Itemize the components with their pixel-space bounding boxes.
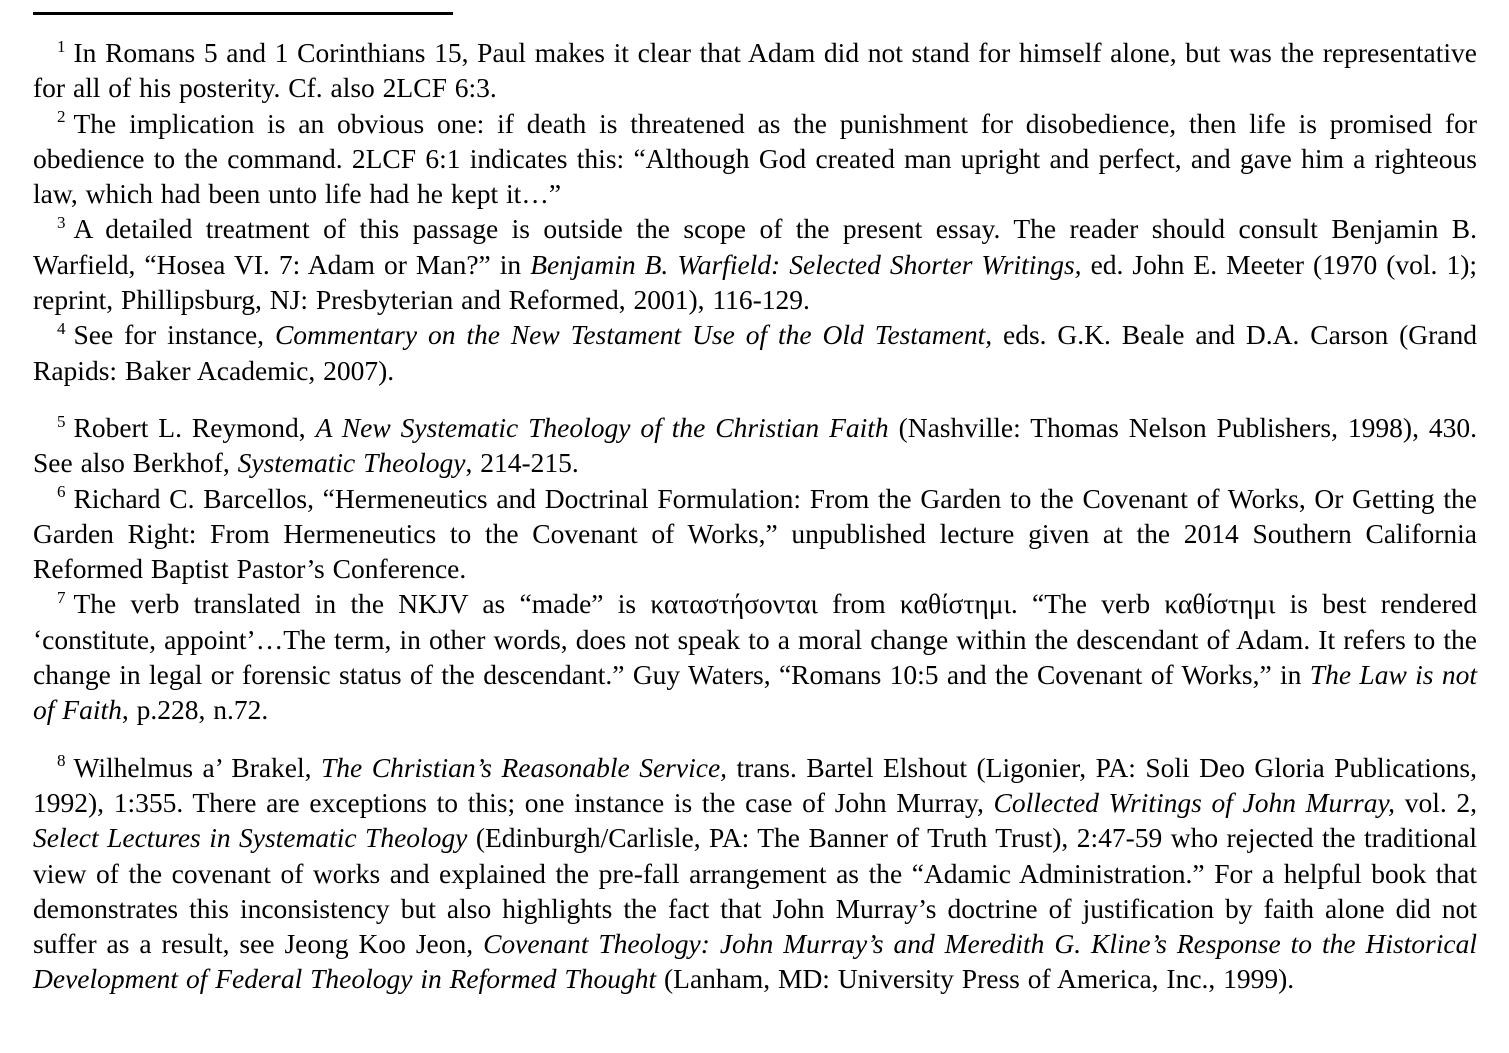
footnote-text: trans. Bartel Elshout (Ligonier, PA: Soli Deo Gloria Publications, 1992), 1:355. There are exceptions to this; one instance is the case of John Murray, [33, 751, 1478, 818]
citation-title: Covenant Theology: John Murray’s and Meredith G. Kline’s Response to the Historical Development of Federal Theology in Reformed Thought [33, 928, 1477, 995]
footnote-4 [33, 317, 1477, 388]
citation-title: Benjamin B. Warfield: Selected Shorter Writings, [530, 248, 1082, 280]
footnote-8 [33, 750, 1477, 997]
footnote-text: (Nashville: Thomas Nelson Publishers, 1998), 430. See also Berkhof, [33, 411, 1477, 479]
footnote-text: ed. John E. Meeter (1970 (vol. 1); reprint, Phillipsburg, NJ: Presbyterian and Reformed, 2001), 116-129. [33, 248, 1477, 316]
footnote-text: Richard C. Barcellos, “Hermeneutics and Doctrinal Formulation: From the Garden to the Covenant of Works, Or Getting the Garden Right: From Hermeneutics to the Covenant of Works,” unpublished lecture given at the 2014 Southern California Reformed Baptist Pastor’s Conference. [33, 482, 1477, 585]
footnote-number: 5 [57, 411, 66, 431]
footnote-number: 2 [57, 107, 66, 127]
footnote-number: 1 [57, 36, 66, 56]
footnote-text: See for instance, [73, 319, 275, 351]
footnote-text: In Romans 5 and 1 Corinthians 15, Paul makes it clear that Adam did not stand for himself alone, but was the representative for all of his posterity. Cf. also 2LCF 6:3. [33, 37, 1477, 104]
footnote-number: 4 [57, 319, 66, 339]
footnote-separator-rule [33, 12, 453, 15]
footnote-text: (Lanham, MD: University Press of America, Inc., 1999). [656, 963, 1295, 995]
footnote-number: 7 [57, 588, 66, 608]
citation-title: Systematic Theology [237, 447, 466, 479]
citation-title: The Law is not of Faith [33, 659, 1477, 726]
citation-title: Collected Writings of John Murray, [993, 786, 1396, 818]
footnote-3 [33, 211, 1477, 317]
footnote-text: The verb translated in the NKJV as “made” is καταστήσονται from καθίστημι. “The verb καθίστημι is best rendered ‘constitute, appoint’…The term, in other words, does not speak to a moral change within the descendant of Adam. It refers to the change in legal or forensic status of the descendant.” Guy Waters, “Romans 10:5 and the Covenant of Works,” in [33, 588, 1477, 691]
footnote-number: 6 [57, 482, 66, 502]
citation-title: Commentary on the New Testament Use of the Old Testament, [274, 319, 993, 351]
footnote-text: , p.228, n.72. [121, 694, 269, 726]
footnote-6 [33, 481, 1477, 587]
footnote-1 [33, 35, 1477, 106]
footnote-2 [33, 106, 1477, 212]
footnote-text: vol. 2, [1395, 786, 1477, 818]
footnote-5 [33, 410, 1477, 481]
footnote-text: , 214-215. [465, 447, 579, 479]
footnote-text: (Edinburgh/Carlisle, PA: The Banner of Truth Trust), 2:47-59 who rejected the traditional view of the covenant of works and explained the pre-fall arrangement as the “Adamic Administration.” For a helpful book that demonstrates this inconsistency but also highlights the fact that John Murray’s doctrine of justification by faith alone did not suffer as a result, see Jeong Koo Jeon, [33, 822, 1477, 960]
footnote-text: A detailed treatment of this passage is outside the scope of the present essay. The reader should consult Benjamin B. Warfield, “Hosea VI. 7: Adam or Man?” in [33, 213, 1477, 280]
footnote-text: Wilhelmus a’ Brakel, [73, 751, 322, 783]
citation-title: Select Lectures in Systematic Theology [33, 822, 468, 854]
footnote-number: 8 [57, 751, 66, 771]
footnote-number: 3 [57, 213, 66, 233]
footnote-text: The implication is an obvious one: if death is threatened as the punishment for disobedience, then life is promised for obedience to the command. 2LCF 6:1 indicates this: “Although God created man upright and perfect, and gave him a righteous law, which had been unto life had he kept it…” [33, 107, 1477, 210]
citation-title: A New Systematic Theology of the Christian Faith [315, 411, 889, 443]
citation-title: The Christian’s Reasonable Service, [321, 751, 728, 783]
footnote-text: eds. G.K. Beale and D.A. Carson (Grand Rapids: Baker Academic, 2007). [33, 319, 1477, 386]
footnote-7 [33, 586, 1477, 727]
footnote-text: Robert L. Reymond, [73, 411, 316, 443]
footnote-list [33, 35, 1477, 997]
